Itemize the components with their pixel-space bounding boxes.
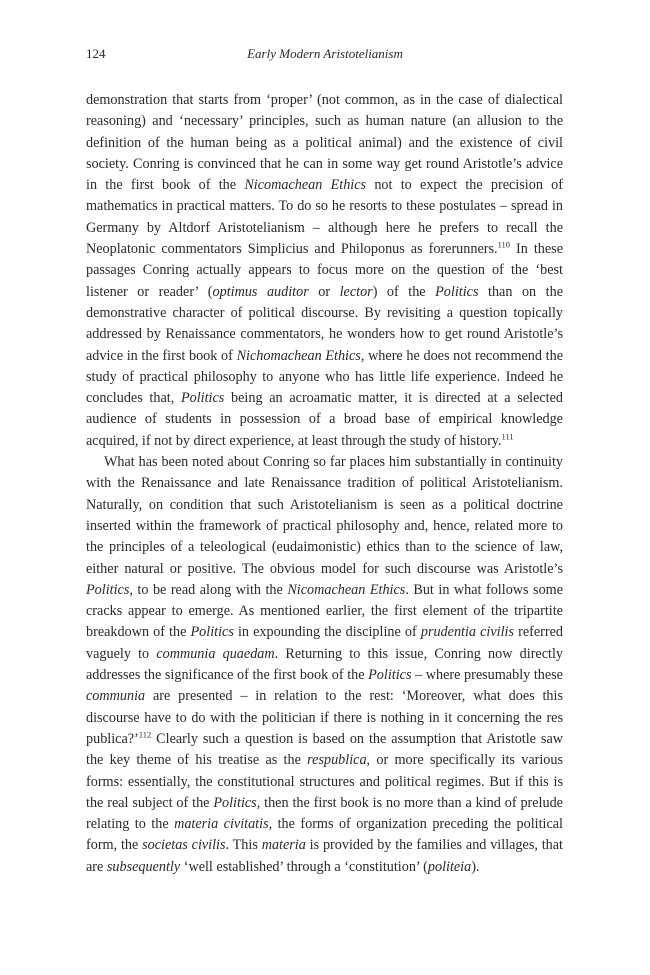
text-run: demonstration that starts from ‘proper’ (not common, as in the case of dialectical reasoning) and ‘necessary’ principles, such as human nature (an allusion to the definition of the human being as a political animal) and the existence of civil society. Conring is convinced that he can in some way get round Aristotle’s advice in the first book of the — [86, 92, 563, 194]
page-number: 124 — [86, 46, 106, 61]
italic-run: materia — [261, 837, 306, 854]
italic-run: communia quaedam — [156, 645, 275, 662]
text-run: – where presumably these — [411, 667, 563, 684]
text-run: are presented – in relation to the rest: ‘Moreover, what does this discourse have to do with the politician if there is nothing in it concerning the res publica?’ — [86, 688, 563, 747]
text-run: ) of the — [372, 283, 436, 300]
paragraph-1 — [86, 90, 563, 452]
text-run: ‘well established’ through a ‘constitution’ ( — [180, 858, 428, 875]
italic-run: respublica — [307, 752, 367, 769]
text-run: referred vaguely to — [86, 624, 564, 662]
italic-run: Politics — [368, 667, 412, 684]
italic-run: materia civitatis — [174, 816, 269, 833]
text-run: . But in what follows some cracks appear to emerge. As mentioned earlier, the first element of the tripartite breakdown of the — [86, 581, 564, 641]
italic-run: Politics — [435, 283, 479, 300]
italic-run: Politics — [86, 581, 130, 598]
italic-run: prudentia civilis — [420, 624, 515, 641]
text-run: not to expect the precision of mathematics in practical matters. To do so he resorts to these postulates – spread in Germany by Altdorf Aristotelianism – although here he prefers to recall the Neoplatonic commentators Simplicius and Philoponus as forerunners. — [86, 177, 563, 258]
footnote-marker: 110 — [497, 239, 510, 250]
text-run: , the forms of organization preceding the political form, the — [86, 816, 563, 854]
italic-run: Politics — [190, 624, 234, 641]
text-run: In these passages Conring actually appears to focus more on the question of the ‘best listener or reader’ ( — [86, 241, 563, 300]
text-run: , to be read along with the — [129, 581, 288, 598]
running-head — [86, 46, 564, 64]
text-run: or — [308, 283, 340, 300]
text-run: in expounding the discipline of — [233, 624, 421, 641]
italic-run: communia — [86, 688, 146, 705]
text-run: . Returning to this issue, Conring now directly addresses the significance of the first book of the — [86, 645, 563, 684]
italic-run: Politics — [213, 794, 257, 811]
text-run: than on the demonstrative character of political discourse. By revisiting a question topically addressed by Renaissance commentators, he wonders how to get round Aristotle’s advice in the first book of — [86, 283, 563, 364]
italic-run: optimus auditor — [212, 283, 309, 300]
text-run: , then the first book is no more than a kind of prelude relating to the — [86, 794, 563, 833]
footnote-marker: 112 — [138, 729, 152, 740]
italic-run: lector — [339, 283, 373, 300]
footnote-marker: 111 — [501, 431, 514, 442]
text-run: is provided by the families and villages, that are — [86, 837, 563, 875]
running-title: Early Modern Aristotelianism — [247, 46, 403, 61]
text-run: Clearly such a question is based on the assumption that Aristotle saw the key theme of his treatise as the — [86, 730, 563, 769]
text-run: . This — [225, 837, 262, 854]
paragraph-2 — [86, 452, 563, 878]
italic-run: subsequently — [106, 858, 181, 875]
body-text — [86, 90, 563, 878]
text-run: What has been noted about Conring so far places him substantially in continuity with the Renaissance and late Renaissance tradition of political Aristotelianism. Naturally, on condition that such Aristotelianism is seen as a political doctrine inserted within the framework of practical philosophy and, hence, related more to the principles of a teleological (eudaimonistic) ethics than to the science of law, either natural or positive. The obvious model for such discourse was Aristotle’s — [86, 454, 563, 577]
italic-run: Nicomachean Ethics — [287, 581, 406, 598]
text-run: , where he does not recommend the study of practical philosophy to anyone who has little life experience. Indeed he concludes that, — [86, 347, 563, 407]
italic-run: Politics — [180, 390, 225, 407]
italic-run: Nichomachean Ethics — [236, 347, 361, 364]
text-run: being an acroamatic matter, it is directed at a selected audience of students in possession of a broad base of empirical knowledge acquired, if not by direct experience, at least through the study of history. — [86, 390, 563, 449]
italic-run: Nicomachean Ethics — [244, 177, 367, 194]
italic-run: societas civilis — [142, 837, 226, 854]
italic-run: politeia — [427, 858, 472, 875]
text-run: ). — [471, 858, 480, 875]
text-run: , or more specifically its various forms: essentially, the constitutional structures and political regimes. But if this is the real subject of the — [86, 752, 563, 811]
